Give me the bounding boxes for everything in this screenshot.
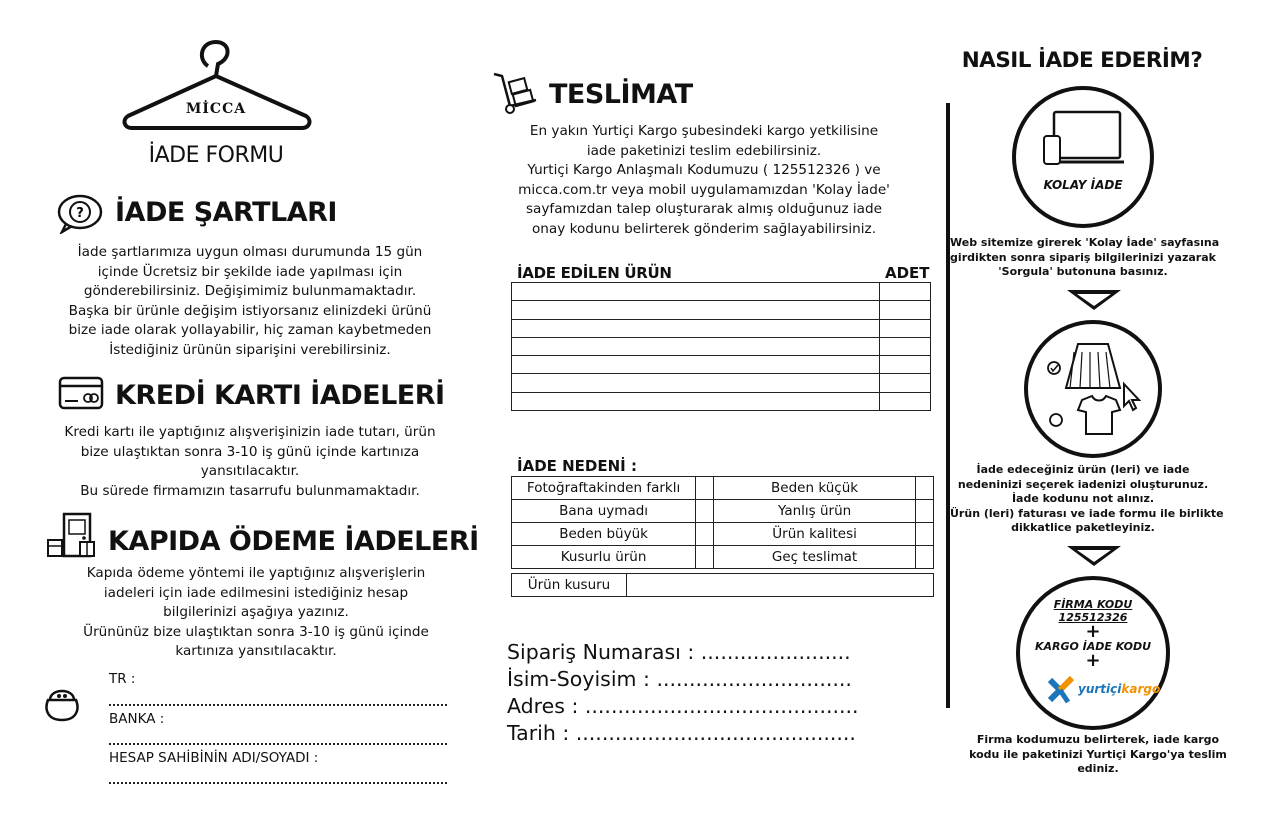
table-row [512,319,931,337]
firma-kodu-value: 125512326 [1058,611,1128,624]
kredi-karti-text: Kredi kartı ile yaptığınız alışverişinizin iade tutarı, ürün bize ulaştıktan sonra 3-10 iş günü içinde kartınıza yansıtılacaktır. Bu sürede firmamızın tasarrufu bulunmamaktadır. [64,424,436,499]
reason-checkbox[interactable] [696,523,714,546]
qty-cell[interactable] [880,374,931,392]
qty-cell[interactable] [880,356,931,374]
tr-label: TR : [109,671,136,687]
reason-checkbox[interactable] [916,500,934,523]
reason-table [511,476,934,569]
laptop-phone-icon [1042,108,1126,168]
yurtici-logo-icon [1046,676,1080,704]
credit-card-icon [58,375,104,411]
reason-option: Yanlış ürün [713,500,916,523]
product-column-header: İADE EDİLEN ÜRÜN [517,264,672,282]
product-cell[interactable] [512,337,880,355]
banka-label: BANKA : [109,711,165,727]
table-row [512,477,934,500]
product-cell[interactable] [512,374,880,392]
clothing-select-icon [1040,336,1150,444]
hand-truck-icon [492,72,538,114]
reason-option: Beden büyük [512,523,696,546]
kapida-odeme-heading: KAPIDA ÖDEME İADELERİ [108,526,479,557]
step2-text: İade edeceğiniz ürün (leri) ve iade nedeninizi seçerek iadenizi oluşturunuz. İade kodunu not alınız. Ürün (leri) faturası ve iade formu ile birlikte dikkatlice paketleyiniz. [950,463,1224,534]
reason-table-last [511,573,934,597]
kolay-iade-label: KOLAY İADE [1043,178,1123,192]
reason-checkbox[interactable] [916,477,934,500]
table-row [512,374,931,392]
table-row [512,500,934,523]
qty-cell[interactable] [880,301,931,319]
wallet-purse-icon [44,682,80,724]
qty-column-header: ADET [885,264,930,282]
table-row [512,523,934,546]
divider-line [946,103,950,708]
reason-option: Bana uymadı [512,500,696,523]
iade-sartlari-heading: İADE ŞARTLARI [115,197,337,228]
product-table [511,282,931,411]
adres-field[interactable]: Adres : .......................................... [507,694,859,718]
reason-note-field[interactable] [627,574,934,597]
plus-sign: + [1085,621,1101,642]
question-bubble-icon [56,194,104,234]
down-arrow-icon [1065,544,1123,568]
reason-option: Beden küçük [713,477,916,500]
reason-checkbox[interactable] [916,546,934,569]
form-title: İADE FORMU [148,143,284,168]
table-row [512,283,931,301]
svg-text:?: ? [76,206,84,221]
door-delivery-icon [46,510,98,558]
reason-checkbox[interactable] [696,477,714,500]
reason-checkbox[interactable] [696,546,714,569]
firma-kodu-block [1016,598,1170,669]
iade-nedeni-heading: İADE NEDENİ : [517,457,637,475]
kredi-karti-heading: KREDİ KARTI İADELERİ [115,380,445,411]
hanger-logo-icon [120,38,312,134]
table-row [512,356,931,374]
plus-sign: + [1085,650,1101,671]
yurtici-logo-text: yurtiçikargo [1078,682,1161,696]
reason-option: Kusurlu ürün [512,546,696,569]
brand-logo-text: MİCCA [185,101,247,117]
reason-checkbox[interactable] [696,500,714,523]
qty-cell[interactable] [880,283,931,301]
step3-text: Firma kodumuzu belirterek, iade kargo kodu ile paketinizi Yurtiçi Kargo'ya teslim ediniz. [969,733,1227,775]
hesap-label: HESAP SAHİBİNİN ADI/SOYADI : [109,750,319,766]
qty-cell[interactable] [880,337,931,355]
step1-text: Web sitemize girerek 'Kolay İade' sayfasına girdikten sonra sipariş bilgilerinizi yazarak 'Sorgula' butonuna basınız. [950,236,1220,278]
down-arrow-icon [1065,288,1123,312]
table-row [512,337,931,355]
reason-option: Fotoğraftakinden farklı [512,477,696,500]
table-row [512,301,931,319]
reason-option: Ürün kalitesi [713,523,916,546]
kargo-iade-kodu-label: KARGO İADE KODU [1034,640,1152,653]
teslimat-heading: TESLİMAT [549,79,693,110]
hesap-field[interactable] [109,781,447,784]
nasil-iade-title: NASIL İADE EDERİM? [961,48,1203,73]
kapida-odeme-text: Kapıda ödeme yöntemi ile yaptığınız alışverişlerin iadeleri için iade edilmesini istediğiniz hesap bilgilerinizi aşağıya yazınız. Ürününüz bize ulaştıktan sonra 3-10 iş günü içinde kartınıza yansıtılacaktır. [83,565,429,659]
tarih-field[interactable]: Tarih : ........................................... [507,721,856,745]
teslimat-text: En yakın Yurtiçi Kargo şubesindeki kargo yetkilisine iade paketinizi teslim edebilirsiniz. Yurtiçi Kargo Anlaşmalı Kodumuzu ( 125512326 ) ve micca.com.tr veya mobil uygulamamızdan 'Kolay İade' sayfamızdan talep oluşturarak almış olduğunuz iade onay kodunu belirterek gönderim sağlayabilirsiniz. [518,123,890,237]
siparis-numarasi-field[interactable]: Sipariş Numarası : ....................... [507,640,851,664]
qty-cell[interactable] [880,319,931,337]
iade-sartlari-text: İade şartlarımıza uygun olması durumunda 15 gün içinde Ücretsiz bir şekilde iade yapılması için gönderebilirsiniz. Değişimimiz bulunmamaktadır. Başka bir ürünle değişim istiyorsanız elinizdeki ürünü bize iade olarak yollayabilir, hiç zaman kaybetmeden İstediğiniz ürünün siparişini verebilirsiniz. [68,244,432,358]
qty-cell[interactable] [880,392,931,410]
banka-field[interactable] [109,742,447,745]
isim-soyisim-field[interactable]: İsim-Soyisim : .............................. [507,667,852,691]
table-row [512,392,931,410]
reason-option: Ürün kusuru [512,574,627,597]
product-cell[interactable] [512,283,880,301]
product-cell[interactable] [512,392,880,410]
table-row [512,574,934,597]
reason-option: Geç teslimat [713,546,916,569]
tr-field[interactable] [109,703,447,706]
product-cell[interactable] [512,301,880,319]
product-cell[interactable] [512,356,880,374]
reason-checkbox[interactable] [916,523,934,546]
product-cell[interactable] [512,319,880,337]
firma-kodu-label: FİRMA KODU [1053,598,1133,611]
table-row [512,546,934,569]
